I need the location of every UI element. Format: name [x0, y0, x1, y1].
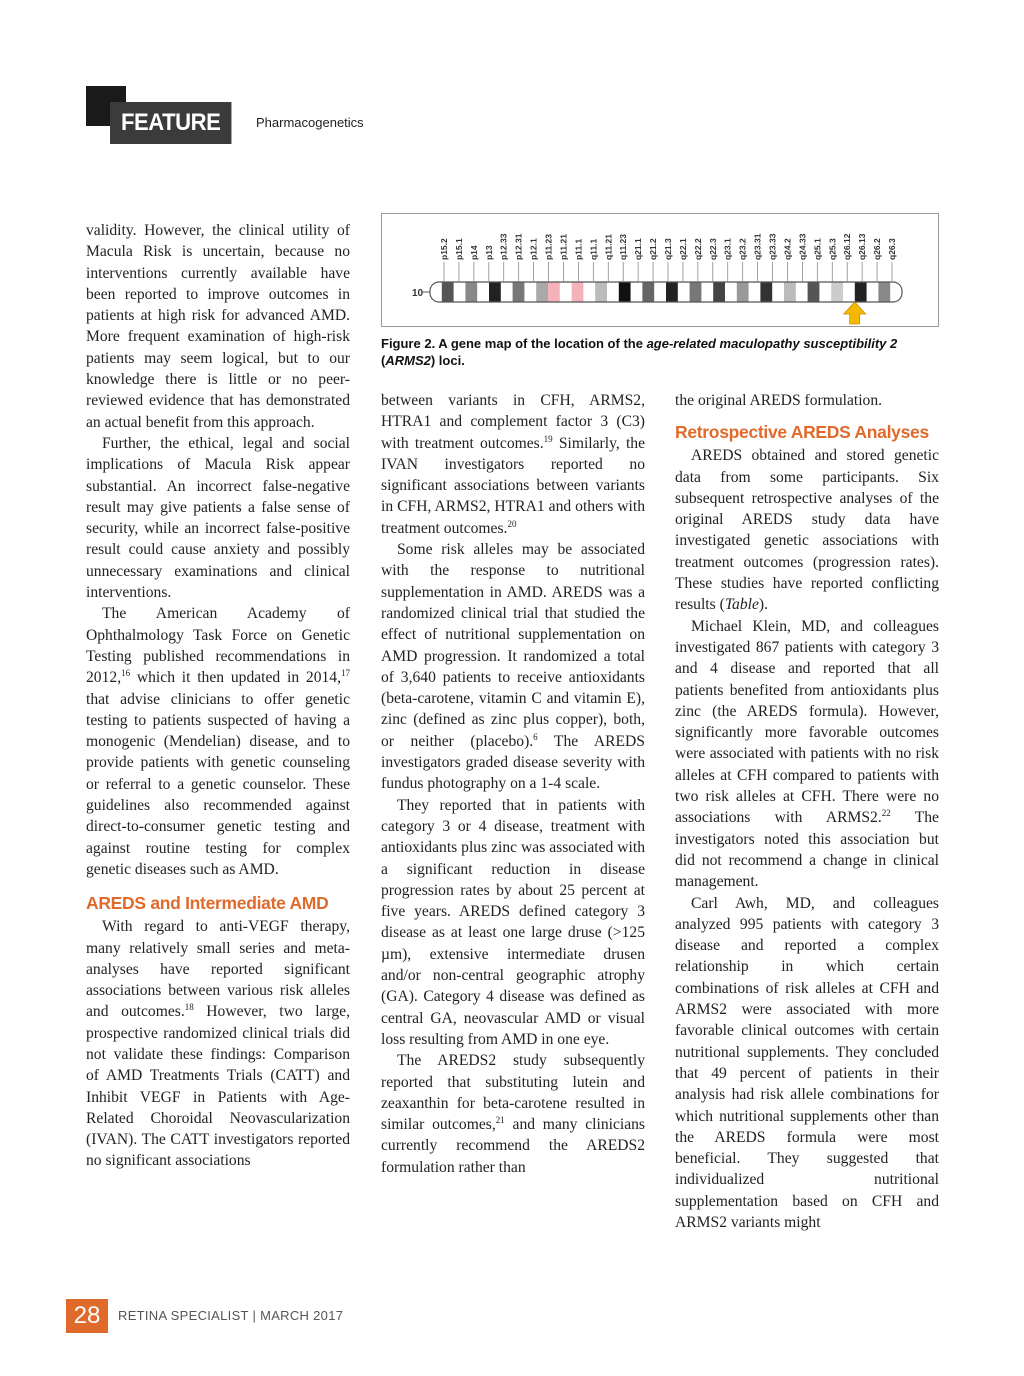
band-label: q23.31	[752, 233, 763, 260]
chromosome-band	[808, 282, 820, 302]
chromosome-band	[713, 282, 725, 302]
chromosome-band	[796, 282, 808, 302]
band-label: p11.23	[543, 234, 554, 260]
chromosome-band	[737, 282, 749, 302]
chromosome-band	[666, 282, 678, 302]
band-label: q22.3	[707, 238, 718, 260]
chromosome-band	[878, 282, 890, 302]
band-label: p12.31	[513, 233, 524, 260]
band-label: p15.1	[453, 238, 464, 260]
column-1	[86, 220, 350, 1172]
band-label: p11.21	[558, 234, 569, 260]
chromosome-band	[784, 282, 796, 302]
reference-22: 22	[881, 808, 891, 819]
section-tab: FEATURE	[110, 102, 231, 144]
band-label: q21.3	[663, 238, 673, 260]
chromosome-band	[583, 282, 595, 302]
paragraph: Carl Awh, MD, and colleagues analyzed 995 patients with category 3 disease and reported a complex relationship in which certain combinations of risk alleles at CFH and ARMS2 were associated with more favorable clinical outcomes with certain nutritional supplements. They concluded that 49 percent of patients in their analysis had risk allele combinations for which nutritional supplements other than the AREDS formula were most beneficial. They suggested that individualized nutritional supplementation based on CFH and ARMS2 variants might	[675, 894, 939, 1231]
section-heading: AREDS and Intermediate AMD	[86, 893, 329, 914]
reference-21: 21	[495, 1114, 505, 1125]
reference-18: 18	[184, 1002, 194, 1013]
band-label: q23.33	[767, 233, 778, 260]
chromosome-band	[678, 282, 690, 302]
band-label: q24.33	[797, 233, 808, 260]
chromosome-band	[595, 282, 607, 302]
reference-6: 6	[533, 731, 538, 742]
paragraph: between variants in CFH, ARMS2, HTRA1 and complement factor 3 (C3) with treatment outcomes.$^{19}$ Similarly, the IVAN investigators reported no significant associations between variants in CFH, ARMS2, HTRA1 and others with treatment outcomes.$^{20}$	[381, 392, 645, 537]
chromosome-band	[843, 282, 855, 302]
chromosome-band	[501, 282, 513, 302]
paragraph: The AREDS2 study subsequently reported that substituting lutein and zeaxanthin for beta-carotene resulted in similar outcomes,$^{21}$ and many clinicians currently recommend the AREDS2 formulation rather than	[381, 1052, 645, 1176]
band-label: p12.1	[528, 238, 539, 260]
band-label: q22.2	[692, 238, 703, 260]
paragraph: They reported that in patients with category 3 or 4 disease, treatment with antioxidants plus zinc was associated with a significant reduction in disease progression rates by about 25 percent at five years. AREDS defined category 3 disease as at least one large druse (>125 µm), extensive intermediate drusen and/or non-central geographic atrophy (GA). Category 4 disease was defined as central GA, neovascular AMD or visual loss resulting from AMD in one eye.	[381, 796, 645, 1048]
publication-footer: RETINA SPECIALIST | MARCH 2017	[118, 1308, 344, 1323]
chromosome-band	[819, 282, 831, 302]
chromosome-band	[760, 282, 772, 302]
band-label: q21.2	[648, 238, 659, 260]
arms2-arrow-icon	[844, 302, 866, 324]
chromosome-band	[513, 282, 525, 302]
chromosome-band	[772, 282, 784, 302]
band-label: q23.2	[737, 238, 748, 260]
chromosome-ideogram	[382, 214, 938, 326]
section-heading: Retrospective AREDS Analyses	[675, 422, 929, 443]
band-label: q25.1	[812, 238, 823, 260]
paragraph: Some risk alleles may be associated with the response to nutritional supplementation in AMD. AREDS was a randomized clinical trial that studied the effect of nutritional supplementation on AMD progression. It randomized a total of 3,640 patients to receive antioxidants (beta-carotene, vitamin C and vitamin E), zinc (defined as zinc plus copper), both, or neither (placebo).$^6$ The AREDS investigators graded disease severity with fundus photography on a 1-4 scale.	[381, 541, 645, 793]
paragraph: Further, the ethical, legal and social implications of Macula Risk appear substantial. An incorrect false-negative result may give patients a false sense of security, while an incorrect false-positive result could cause anxiety and possibly unnecessary examinations and clinical interventions.	[86, 434, 350, 602]
column-3	[675, 390, 939, 1233]
band-label: p13	[483, 245, 494, 260]
chromosome-band	[749, 282, 761, 302]
reference-20: 20	[507, 518, 517, 529]
chromosome-band	[572, 282, 584, 302]
chromosome-band	[454, 282, 466, 302]
figure-caption: Figure 2. A gene map of the location of the age-related maculopathy susceptibility 2 (ARMS2) loci.	[381, 336, 898, 368]
reference-16: 16	[121, 668, 131, 679]
chromosome-band	[701, 282, 713, 302]
gene-map-figure	[381, 213, 939, 327]
chromosome-band	[654, 282, 666, 302]
chromosome-band	[867, 282, 879, 302]
band-label: q21.1	[633, 238, 644, 260]
chromosome-band	[465, 282, 477, 302]
chromosome-band	[442, 282, 454, 302]
chromosome-band	[548, 282, 560, 302]
paragraph: With regard to anti-VEGF therapy, many relatively small series and meta-analyses have reported significant associations between various risk alleles and outcomes.$^{18}$ However, two large, prospective randomized clinical trials did not validate these findings: Comparison of AMD Treatments Trials (CATT) and Inhibit VEGF in Patients with Age-Related Choroidal Neovascularization (IVAN). The CATT investigators reported no significant associations	[86, 918, 350, 1170]
chromosome-band	[631, 282, 643, 302]
band-label: q26.2	[872, 238, 883, 260]
chromosome-band	[831, 282, 843, 302]
chromosome-band	[690, 282, 702, 302]
band-label: q11.1	[588, 238, 599, 260]
chromosome-band	[855, 282, 867, 302]
paragraph: the original AREDS formulation.	[675, 392, 883, 409]
column-2	[381, 390, 645, 1178]
band-label: q22.1	[677, 238, 688, 260]
chromosome-band	[607, 282, 619, 302]
paragraph: AREDS obtained and stored genetic data from some participants. Six subsequent retrospective analyses of the original AREDS study data have investigated genetic associations with treatment outcomes (progression rates). These studies have reported conflicting results (Table).	[675, 447, 939, 614]
band-label: q26.12	[842, 233, 853, 260]
band-label: q25.3	[827, 238, 838, 260]
band-label: p11.1	[573, 238, 584, 260]
chromosome-band	[477, 282, 489, 302]
chromosome-band	[489, 282, 501, 302]
chromosome-band	[619, 282, 631, 302]
chromosome-band	[536, 282, 548, 302]
page-number: 28	[66, 1299, 108, 1333]
paragraph: Michael Klein, MD, and colleagues investigated 867 patients with category 3 and 4 disease and reported that all patients benefited from antioxidants plus zinc (the AREDS formula). However, significantly more favorable outcomes were associated with patients with no risk alleles at CFH compared to patients with two risk alleles at CFH. There were no associations with ARMS2.22 The investigators noted this association but did not recommend a change in clinical management.	[675, 617, 939, 891]
chromosome-band	[725, 282, 737, 302]
band-label: p15.2	[439, 238, 449, 260]
band-label: q26.13	[857, 233, 868, 260]
band-label: p12.33	[498, 233, 509, 260]
chromosome-number: 10	[412, 288, 424, 299]
section-name: Pharmacogenetics	[256, 115, 364, 130]
band-label: q26.3	[887, 238, 897, 260]
band-label: q11.21	[603, 234, 614, 260]
chromosome-band	[642, 282, 654, 302]
reference-17: 17	[341, 668, 350, 679]
band-label: q24.2	[782, 238, 793, 260]
band-label: q23.1	[722, 238, 733, 260]
band-label: p14	[468, 245, 479, 260]
reference-19: 19	[543, 433, 553, 444]
chromosome-band	[560, 282, 572, 302]
band-label: q11.23	[618, 233, 629, 260]
paragraph: validity. However, the clinical utility of Macula Risk is uncertain, because no interventions currently available have been reported to improve outcomes in patients at high risk for advanced AMD. More frequent examination of high-risk patients may seem logical, but to our knowledge there is little or no peer-reviewed evidence that has demonstrated an actual benefit from this approach.	[86, 222, 350, 431]
chromosome-band	[524, 282, 536, 302]
paragraph: The American Academy of Ophthalmology Task Force on Genetic Testing published recommendations in 2012,16 which it then updated in 2014,17 that advise clinicians to offer genetic testing to patients suspected of having a monogenic (Mendelian) disease, and to provide patients with genetic counseling or referral to a genetic counselor. These guidelines also recommended against direct-to-consumer genetic testing and against routine testing for complex genetic diseases such as AMD.	[86, 605, 350, 878]
